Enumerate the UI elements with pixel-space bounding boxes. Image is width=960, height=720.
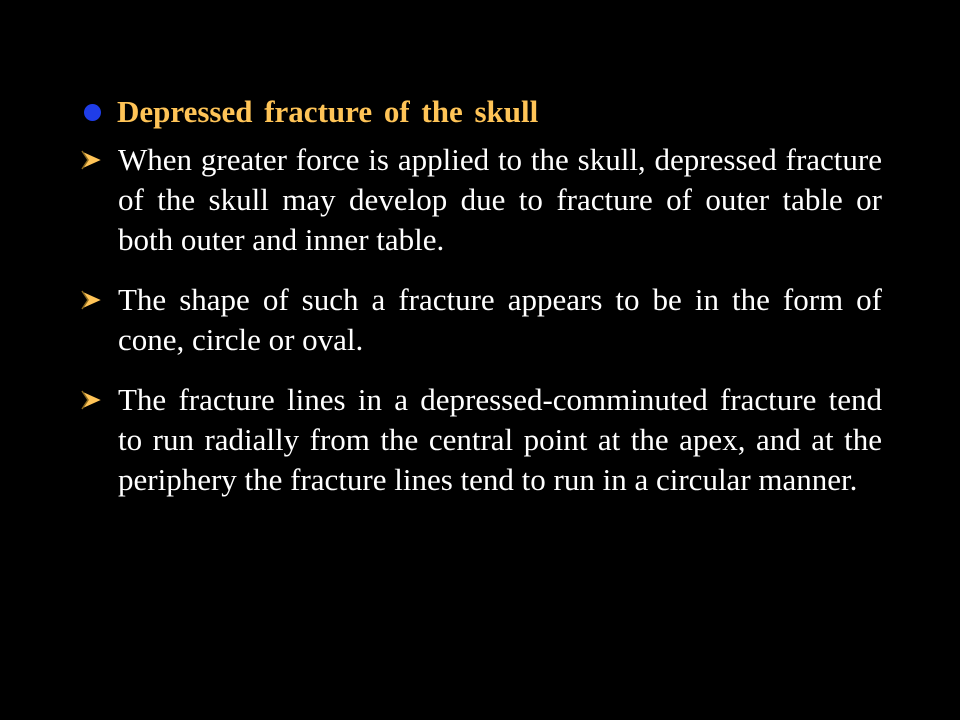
round-bullet-icon: [84, 104, 101, 121]
arrow-bullet-icon: [80, 140, 118, 180]
list-item-text: The fracture lines in a depressed-comminuted fracture tend to run radially from the central point at the apex, and at the periphery the fracture lines tend to run in a circular manner.: [118, 382, 882, 497]
list-item-text: The shape of such a fracture appears to be in the form of cone, circle or oval.: [118, 282, 882, 357]
list-item-text: When greater force is applied to the skull, depressed fracture of the skull may develop due to fracture of outer table or both outer and inner table.: [118, 142, 882, 257]
slide-heading: Depressed fracture of the skull: [117, 94, 539, 129]
heading-row: [84, 90, 884, 134]
list-item: [80, 380, 882, 500]
arrow-bullet-icon: [80, 280, 118, 320]
bullet-list: [80, 140, 882, 520]
list-item: [80, 280, 882, 360]
list-item: [80, 140, 882, 260]
arrow-bullet-icon: [80, 380, 118, 420]
